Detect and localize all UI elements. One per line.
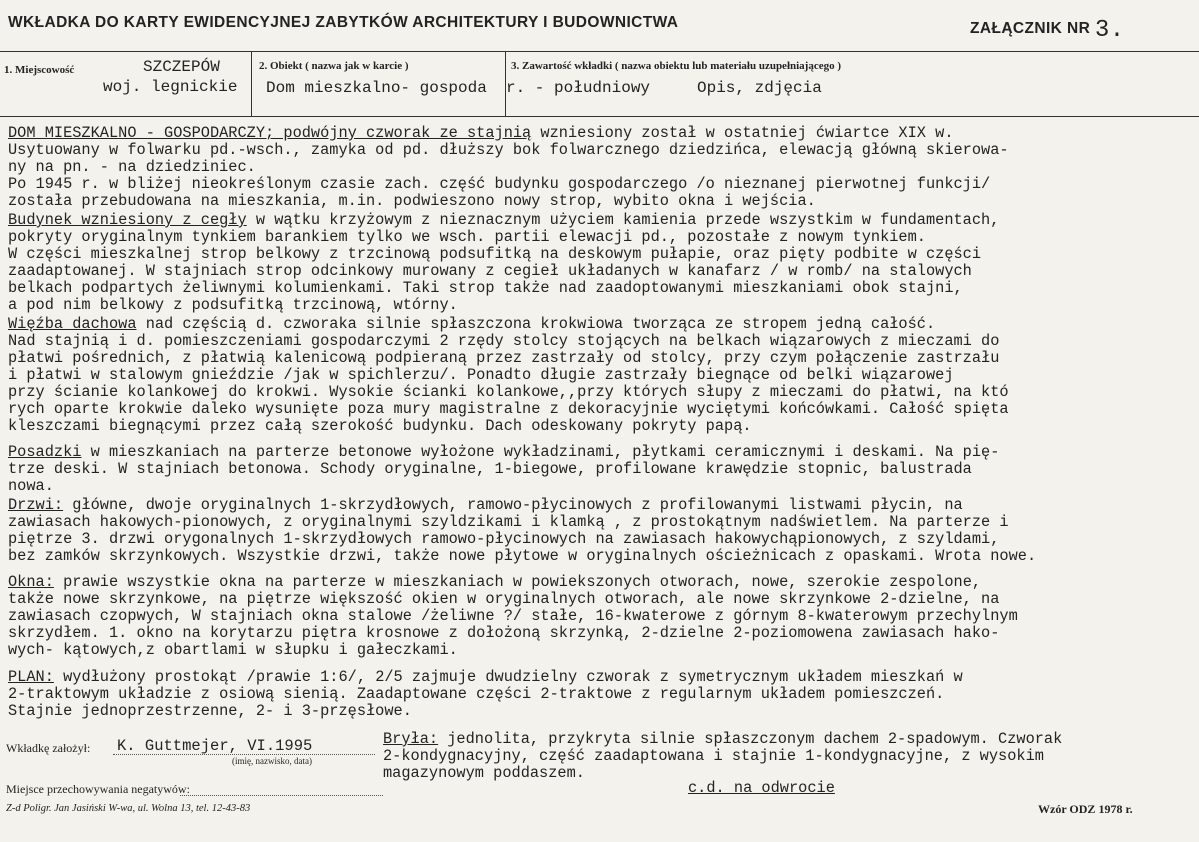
body-line xyxy=(8,384,1009,401)
body-text-run: zaadaptowanej. W stajniach strop odcinkowy murowany z cegieł układanych w kanafarz / w romb/ na stalowych xyxy=(8,262,972,280)
body-text-run: Usytuowany w folwarku pd.-wsch., zamyka od pd. dłuższy bok folwarcznego dziedzińca, elewacją główną skierowa- xyxy=(8,141,1009,159)
body-text-run: przy ścianie kolankowej do krokwi. Wysokie ścianki kolankowe,,przy których słupy z mieczami do płatwi, na któ xyxy=(8,383,1009,401)
body-text-run: i płatwi w stalowym gnieździe /jak w spichlerzu/. Ponadto długie zastrzały biegnące od belki wiązarowej xyxy=(8,366,954,384)
body-line xyxy=(8,333,999,350)
author-sublabel: (imię, nazwisko, data) xyxy=(232,756,312,766)
body-line xyxy=(8,478,54,495)
body-line xyxy=(8,263,972,280)
field-1-value-region: woj. legnickie xyxy=(103,78,238,96)
body-text-run: Stajnie jednoprzestrzenne, 2- i 3-przęsłowe. xyxy=(8,702,412,720)
body-line xyxy=(8,418,752,435)
body-line xyxy=(8,142,1009,159)
body-text-run: bez zamków skrzynkowych. Wszystkie drzwi, także nowe płytowe w oryginalnych ościeżnicach z opaskami. Wrota nowe. xyxy=(8,547,1037,565)
body-line xyxy=(8,350,999,367)
bryla-line-1: jednolita, przykryta silnie spłaszczonym dachem 2-spadowym. Czworak xyxy=(438,730,1063,748)
body-text-run: zawiasach czopwych, W stajniach okna stalowe /żeliwne ?/ stałe, 16-kwaterowe z górnym 8-kwaterowym przechylnym xyxy=(8,607,1018,625)
body-text-run: piętrze 3. drzwi orygonalnych 1-skrzydłowych ramowo-płycinowych na zawiasach hakowychąpionowych, z szyldami, xyxy=(8,530,1000,548)
field-3-value-name: r. - południowy xyxy=(506,79,651,97)
body-text-run: skrzydłem. 1. okno na korytarzu piętra krosnowe z dołożoną skrzynką, 2-dzielne 2-poziomowena zawiasach hako- xyxy=(8,624,1000,642)
section-heading: Posadzki xyxy=(8,443,82,461)
body-text-run: trze deski. W stajniach betonowa. Schody oryginalne, 1-biegowe, profilowane krawędzie stopnic, balustrada xyxy=(8,460,972,478)
section-heading: Budynek wzniesiony z cegły xyxy=(8,211,247,229)
field-1-value-place: SZCZEPÓW xyxy=(143,58,220,76)
field-3-label: 3. Zawartość wkładki ( nazwa obiektu lub materiału uzupełniającego ) xyxy=(511,60,842,72)
body-line xyxy=(8,497,963,514)
negatives-label: Miejsce przechowywania negatywów: xyxy=(6,782,190,796)
body-line xyxy=(8,642,458,659)
attachment-label: ZAŁĄCZNIK NR xyxy=(970,20,1091,37)
section-heading: Drzwi: xyxy=(8,496,64,514)
attachment-digit: 3 xyxy=(1094,17,1110,44)
body-text-run: Po 1945 r. w bliżej nieokreślonym czasie zach. część budynku gospodarczego /o nieznanej pierwotnej funkcji/ xyxy=(8,175,991,193)
field-3-value-content: Opis, zdjęcia xyxy=(697,79,822,97)
body-line xyxy=(8,514,1009,531)
section-heading: DOM MIESZKALNO - GOSPODARCZY; podwójny czworak ze stajnią xyxy=(8,124,532,142)
body-line xyxy=(8,193,816,210)
body-text-run: belkach podpartych żeliwnymi kolumienkami. Taki strop także nad zaadoptowanymi mieszkaniami obok stajni, xyxy=(8,279,963,297)
body-line xyxy=(8,669,963,686)
field-2-label: 2. Obiekt ( nazwa jak w karcie ) xyxy=(259,60,409,72)
body-text-run: płatwi pośrednich, z płatwią kalenicową podpieraną przez zastrzały od stolcy, przy czym połączenie zastrzału xyxy=(8,349,1000,367)
printer-info: Z-d Poligr. Jan Jasiński W-wa, ul. Wolna 13, tel. 12-43-83 xyxy=(6,803,251,814)
body-text-run: kleszczami biegnącymi przez całą szerokość budynku. Dach odeskowany pokryty papą. xyxy=(8,417,752,435)
body-text-run: a pod nim belkowy z podsufitką trzcinową, wtórny. xyxy=(8,296,458,314)
body-line xyxy=(8,686,944,703)
header-rule-bottom xyxy=(0,116,1199,117)
bryla-label: Bryła: xyxy=(383,730,439,748)
body-text-run: wydłużony prostokąt /prawie 1:6/, 2/5 zajmuje dwudzielny czworak z symetrycznym układem mieszkań w xyxy=(53,668,963,686)
body-text-run: w mieszkaniach na parterze betonowe wyłożone wykładzinami, płytkami ceramicznymi i deskami. Na pię- xyxy=(81,443,1000,461)
field-divider-1 xyxy=(251,51,252,117)
continued-note: c.d. na odwrocie xyxy=(688,779,835,797)
body-text-run: nowa. xyxy=(8,477,54,495)
body-line xyxy=(8,367,954,384)
author-value: K. Guttmejer, VI.1995 xyxy=(117,737,313,755)
body-line xyxy=(8,246,981,263)
body-text-run: także nowe skrzynkowe, na piętrze większość okien w oryginalnych otworach, ale nowe skrzynkowe 2-dzielne, na xyxy=(8,590,1000,608)
body-line xyxy=(8,548,1036,565)
body-line xyxy=(8,159,256,176)
body-line xyxy=(8,574,981,591)
body-text-run: w wątku krzyżowym z nieznacznym użyciem kamienia przede wszystkim w fundamentach, xyxy=(246,211,1000,229)
body-line xyxy=(8,625,999,642)
attachment-number xyxy=(970,14,1125,44)
body-line xyxy=(8,608,1018,625)
body-line xyxy=(8,444,999,461)
author-label: Wkładkę założył: xyxy=(6,741,91,755)
body-line xyxy=(8,461,972,478)
form-model: Wzór ODZ 1978 r. xyxy=(1038,802,1133,816)
field-2-value: Dom mieszkalno- gospoda xyxy=(266,79,487,97)
body-line xyxy=(8,212,999,229)
negatives-dotted-line xyxy=(180,795,383,796)
attachment-suffix: . xyxy=(1109,17,1125,44)
body-text-run: pokryty oryginalnym tynkiem barankiem tylko we wsch. partii elewacji pd., pozostałe z nowym tynkiem. xyxy=(8,228,926,246)
body-text-run: zawiasach hakowych-pionowych, z oryginalnymi szyldzikami i klamką , z prostokątnym nadświetlem. Na parterze i xyxy=(8,513,1009,531)
body-text-run: 2-traktowym układzie z osiową sienią. Zaadaptowane części 2-traktowe z regularnym układem pomieszczeń. xyxy=(8,685,945,703)
body-line xyxy=(8,229,926,246)
body-line xyxy=(8,176,990,193)
body-text-run: ny na pn. - na dziedziniec. xyxy=(8,158,256,176)
bryla-line-2: 2-kondygnacyjny, część zaadaptowana i stajnie 1-kondygnacyjne, z wysokim xyxy=(383,747,1044,765)
body-line xyxy=(8,280,963,297)
author-dotted-line xyxy=(113,754,375,755)
body-line xyxy=(8,297,458,314)
section-heading: Okna: xyxy=(8,573,54,591)
header-rule-top xyxy=(0,51,1199,52)
body-text-run: główne, dwoje oryginalnych 1-skrzydłowych, ramowo-płycinowych z profilowanymi listwami płycin, na xyxy=(63,496,963,514)
bryla-line-3: magazynowym poddaszem. xyxy=(383,764,585,782)
body-text-run: wzniesiony został w ostatniej ćwiartce XIX w. xyxy=(531,124,954,142)
body-line xyxy=(8,125,954,142)
body-line xyxy=(8,531,999,548)
body-text-run: wych- kątowych,z obartlami w słupku i gałeczkami. xyxy=(8,641,458,659)
body-line xyxy=(8,401,1009,418)
section-heading: PLAN: xyxy=(8,668,54,686)
form-title: WKŁADKA DO KARTY EWIDENCYJNEJ ZABYTKÓW ARCHITEKTURY I BUDOWNICTWA xyxy=(8,14,679,31)
body-line xyxy=(8,703,412,720)
body-text-run: W części mieszkalnej strop belkowy z trzcinową podsufitką na deskowym pułapie, oraz pięty podbite w części xyxy=(8,245,982,263)
field-1-label: 1. Miejscowość xyxy=(4,64,75,76)
body-line xyxy=(8,316,935,333)
body-text-run: nad częścią d. czworaka silnie spłaszczona krokwiowa tworząca ze stropem jedną całość. xyxy=(136,315,936,333)
body-text-run: Nad stajnią i d. pomieszczeniami gospodarczymi 2 rzędy stolcy stojących na belkach wiązarowych z mieczami do xyxy=(8,332,1000,350)
body-text-run: rych oparte krokwie daleko wysunięte poza mury magistralne z dekoracyjnie wyciętymi końcówkami. Całość spięta xyxy=(8,400,1009,418)
body-line xyxy=(8,591,999,608)
section-heading: Więźba dachowa xyxy=(8,315,137,333)
bryla-text xyxy=(383,731,1062,782)
body-text-run: została przebudowana na mieszkania, m.in. podwieszono nowy strop, wybito okna i wejścia. xyxy=(8,192,816,210)
body-text-run: prawie wszystkie okna na parterze w mieszkaniach w powiekszonych otworach, nowe, szerokie zespolone, xyxy=(53,573,982,591)
